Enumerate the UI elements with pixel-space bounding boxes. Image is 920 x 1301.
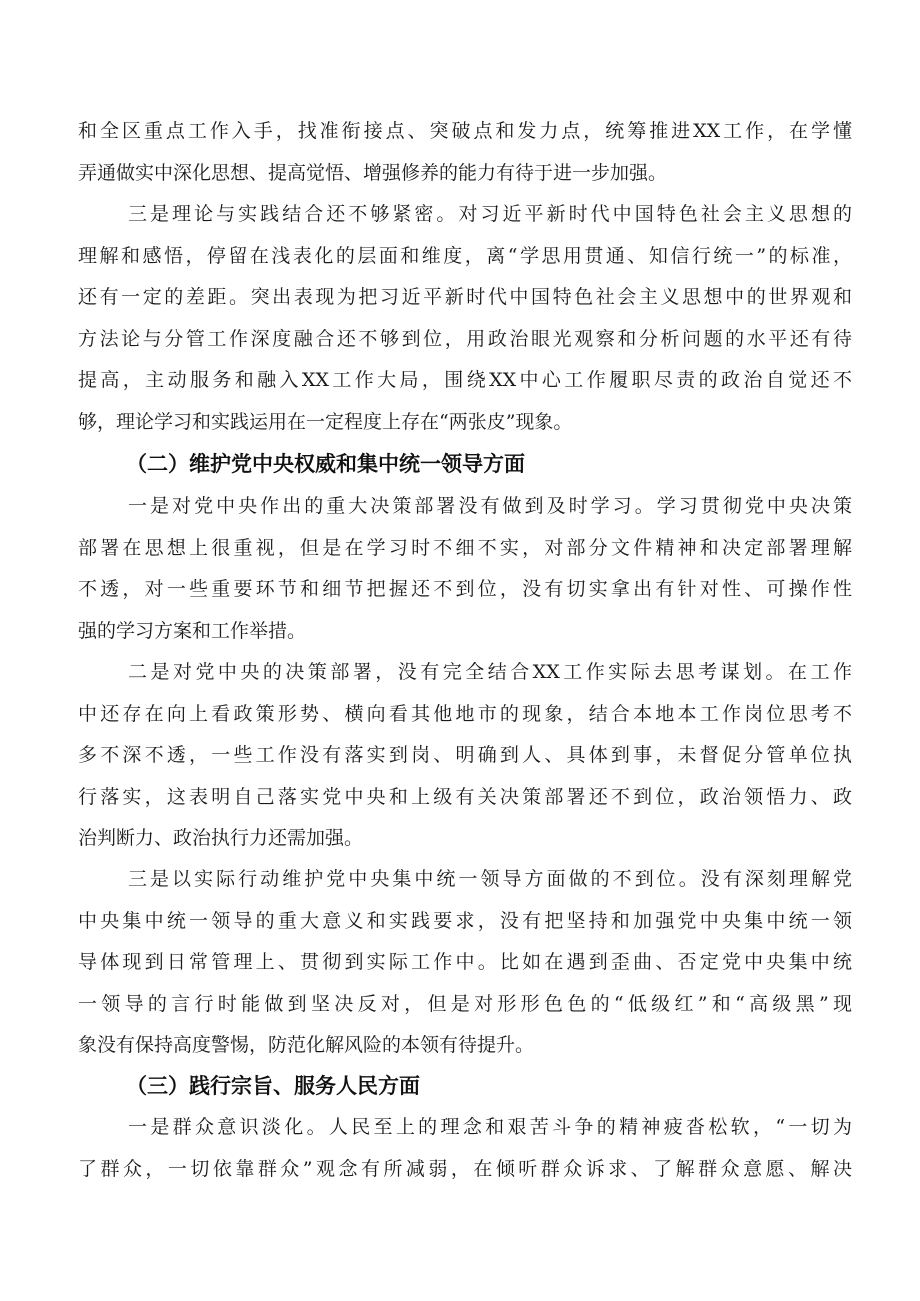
paragraph-line: 了群众，一切依靠群众”观念有所减弱，在倾听群众诉求、了解群众意愿、解决 [78, 1157, 852, 1180]
paragraph-line: 治判断力、政治执行力还需加强。 [78, 827, 364, 849]
paragraph-line: 方法论与分管工作深度融合还不够到位，用政治眼光观察和分析问题的水平还有待 [78, 327, 852, 350]
paragraph-line: 提高，主动服务和融入XX工作大局，围绕XX中心工作履职尽责的政治自觉还不 [78, 369, 852, 391]
paragraph-decision-study [78, 486, 852, 652]
paragraph-line: 弄通做实中深化思想、提高觉悟、增强修养的能力有待于进一步加强。 [78, 161, 668, 184]
paragraph-line: 部署在思想上很重视，但是在学习时不细不实，对部分文件精神和决定部署理解 [78, 536, 852, 559]
paragraph-line: 强的学习方案和工作举措。 [78, 619, 307, 642]
paragraph-line: 二是对党中央的决策部署，没有完全结合XX工作实际去思考谋划。在工作 [128, 661, 852, 683]
paragraph-line: 一是群众意识淡化。人民至上的理念和艰苦斗争的精神疲沓松软，“一切为 [128, 1116, 852, 1138]
paragraph-line: 还有一定的差距。突出表现为把习近平新时代中国特色社会主义思想中的世界观和 [78, 286, 852, 308]
paragraph-line: 理解和感悟，停留在浅表化的层面和维度，离“学思用贯通、知信行统一”的标准， [78, 244, 852, 267]
paragraph-unified-leadership [78, 859, 852, 1067]
paragraph-line: 三是以实际行动维护党中央集中统一领导方面做的不到位。没有深刻理解党 [128, 868, 852, 890]
paragraph-line: 三是理论与实践结合还不够紧密。对习近平新时代中国特色社会主义思想的 [128, 203, 852, 225]
paragraph-line: 导体现到日常管理上、贯彻到实际工作中。比如在遇到歪曲、否定党中央集中统 [78, 951, 852, 973]
section-heading-3: （三）践行宗旨、服务人民方面 [126, 1074, 420, 1098]
paragraph-line: 一领导的言行时能做到坚决反对，但是对形形色色的“低级红”和“高级黑”现 [78, 992, 852, 1015]
paragraph-line: 中央集中统一领导的重大意义和实践要求，没有把坚持和加强党中央集中统一领 [78, 909, 852, 932]
section-heading-2: （二）维护党中央权威和集中统一领导方面 [126, 452, 525, 476]
paragraph-theory-practice [78, 194, 852, 443]
paragraph-line: 不透，对一些重要环节和细节把握还不到位，没有切实拿出有针对性、可操作性 [78, 578, 852, 600]
paragraph-line: 多不深不透，一些工作没有落实到岗、明确到人、具体到事，未督促分管单位执 [78, 744, 852, 766]
paragraph-line: 象没有保持高度警惕，防范化解风险的本领有待提升。 [78, 1034, 535, 1056]
paragraph-line: 一是对党中央作出的重大决策部署没有做到及时学习。学习贯彻党中央决策 [128, 495, 852, 517]
paragraph-mass-awareness [78, 1107, 852, 1190]
paragraph-line: 够，理论学习和实践运用在一定程度上存在“两张皮”现象。 [78, 410, 573, 433]
paragraph-line: 行落实，这表明自己落实党中央和上级有关决策部署还不到位，政治领悟力、政 [78, 785, 852, 808]
paragraph-continuation [78, 111, 852, 194]
paragraph-line: 中还存在向上看政策形势、横向看其他地市的现象，结合本地本工作岗位思考不 [78, 702, 852, 725]
paragraph-decision-planning [78, 652, 852, 860]
paragraph-line: 和全区重点工作入手，找准衔接点、突破点和发力点，统筹推进XX工作，在学懂 [78, 120, 852, 142]
